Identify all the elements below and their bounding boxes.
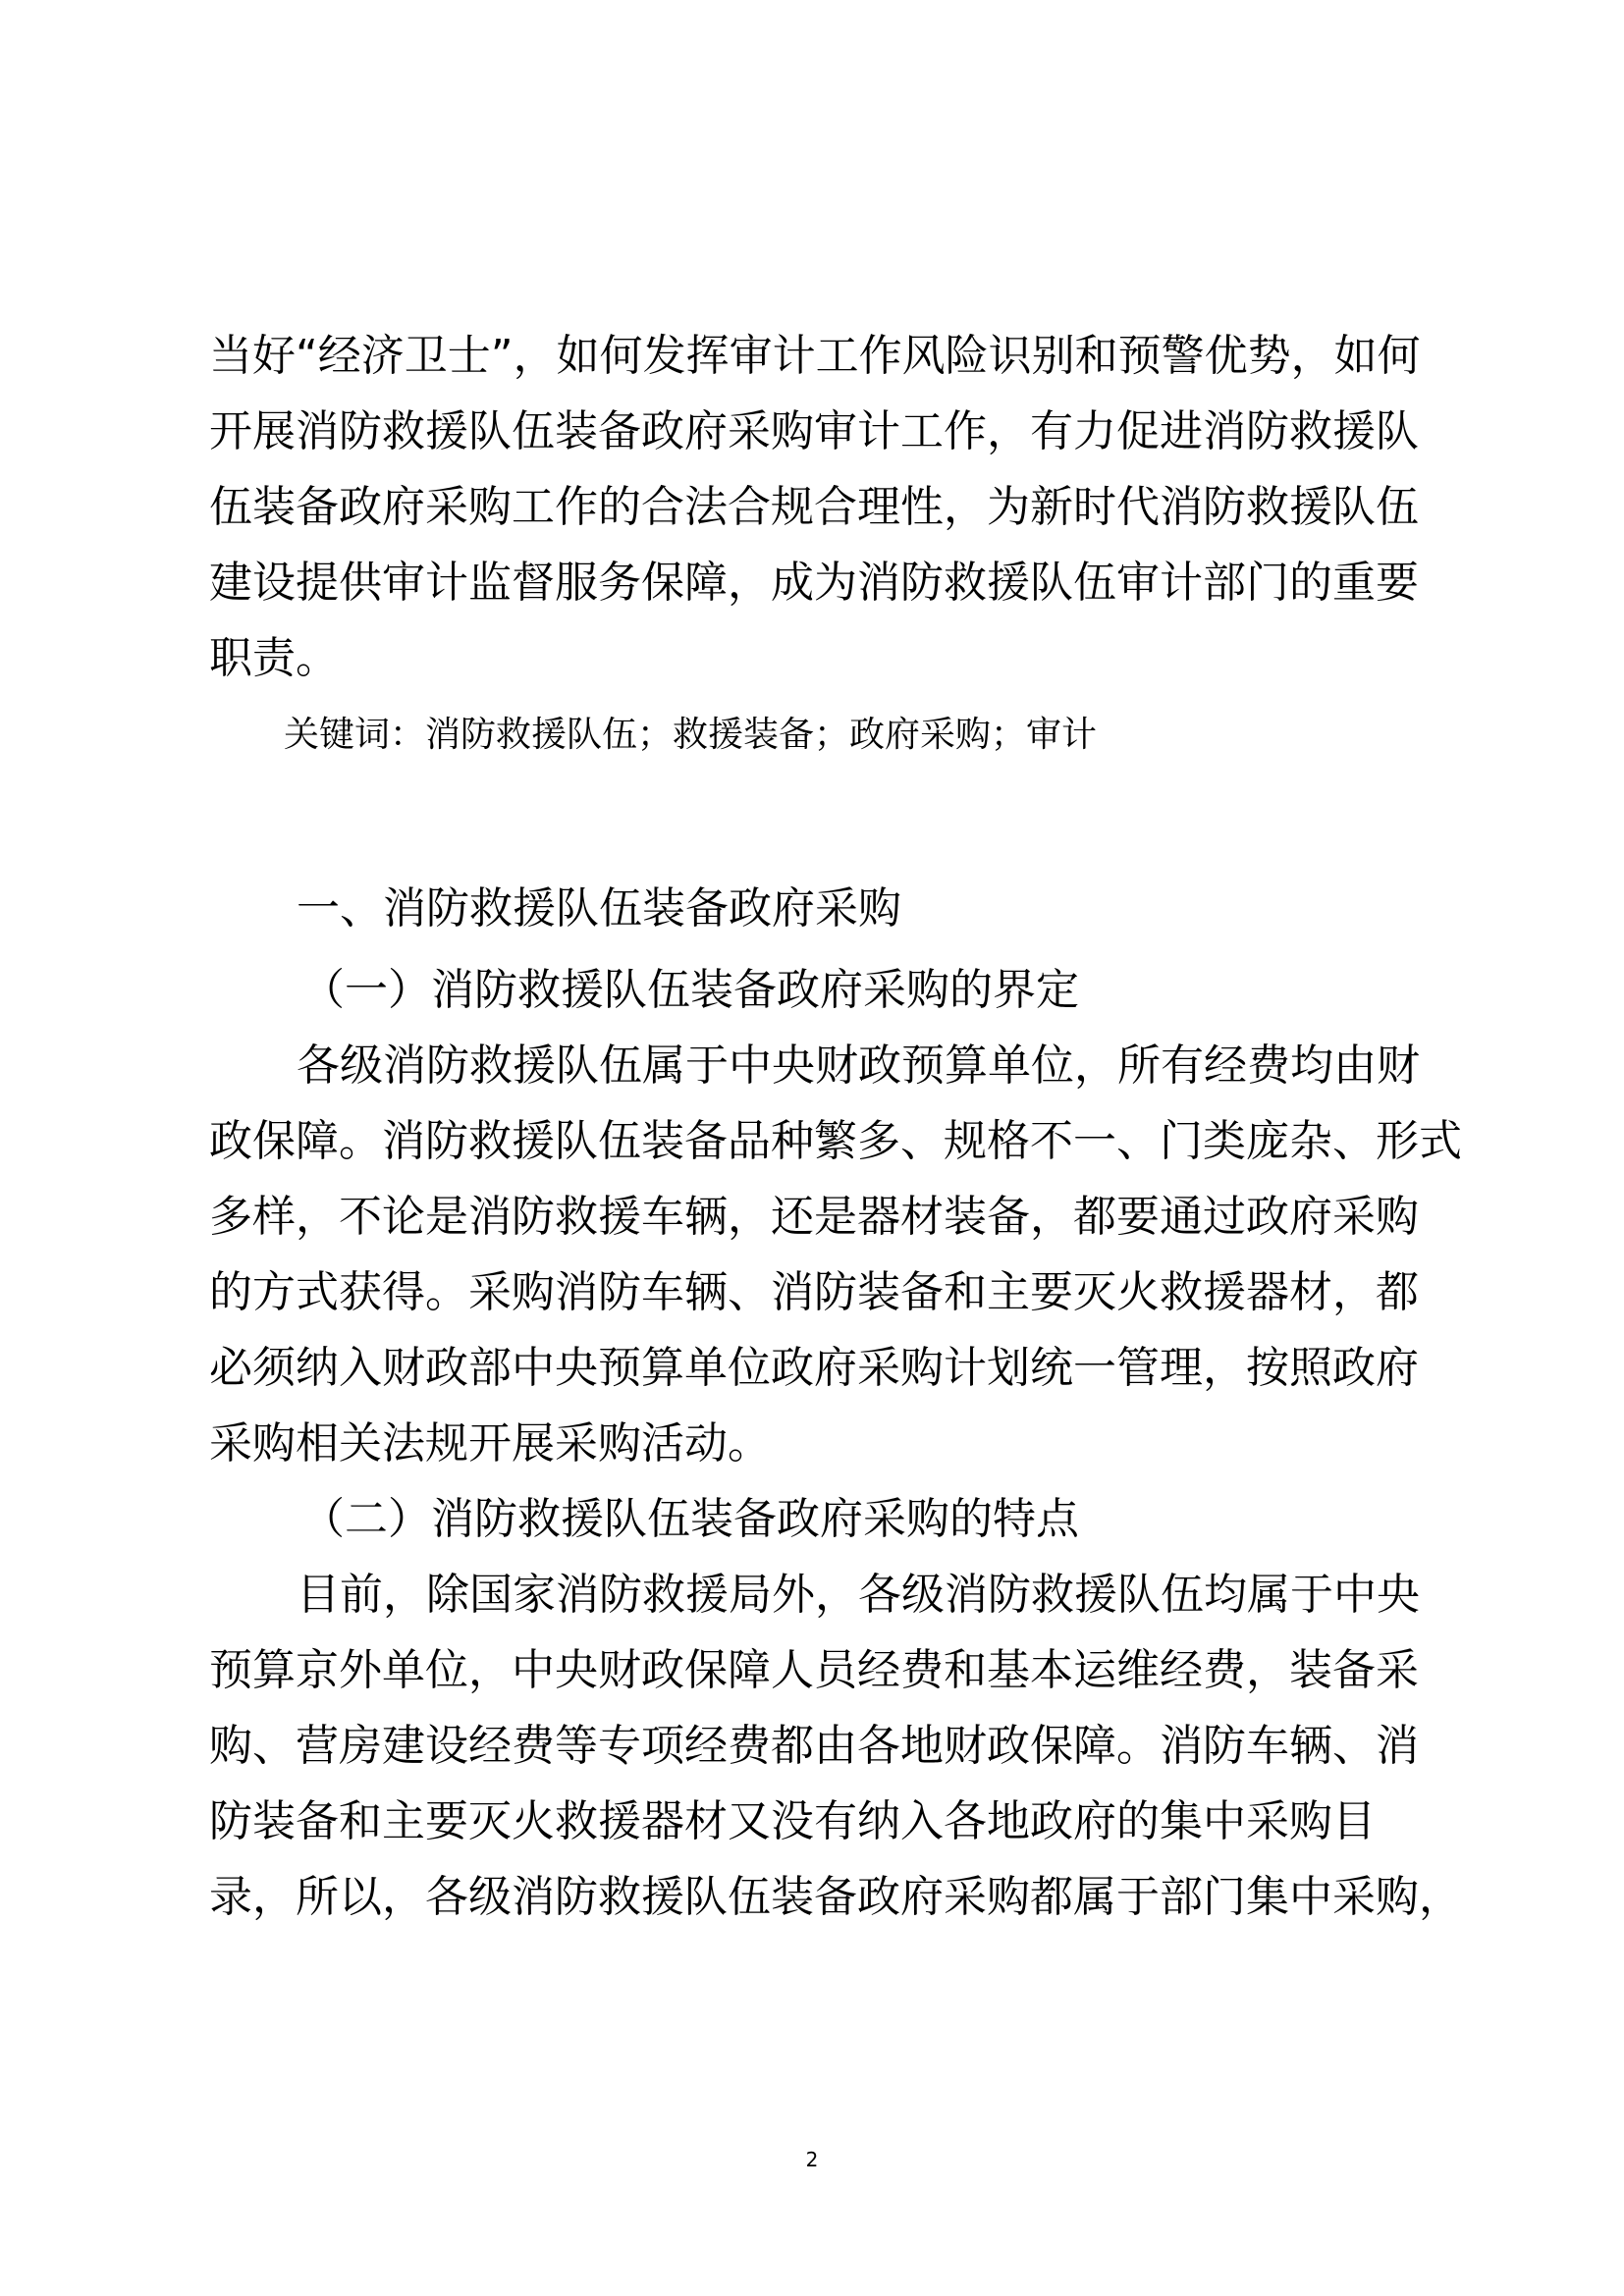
paragraph-line: 目前，除国家消防救援局外，各级消防救援队伍均属于中央: [297, 1570, 1420, 1620]
abstract-line: 伍装备政府采购工作的合法合规合理性，为新时代消防救援队伍: [209, 482, 1419, 532]
abstract-line: 职责。: [209, 633, 339, 683]
keywords: 关键词：消防救援队伍；救援装备；政府采购；审计: [284, 715, 1098, 755]
paragraph-line: 购、营房建设经费等专项经费都由各地财政保障。消防车辆、消: [209, 1721, 1419, 1771]
paragraph-line: 采购相关法规开展采购活动。: [209, 1418, 771, 1468]
paragraph-line: 防装备和主要灭火救援器材又没有纳入各地政府的集中采购目: [209, 1796, 1376, 1846]
paragraph-line: 的方式获得。采购消防车辆、消防装备和主要灭火救援器材，都: [209, 1267, 1419, 1317]
paragraph-line: 各级消防救援队伍属于中央财政预算单位，所有经费均由财: [297, 1041, 1420, 1091]
abstract-line: 建设提供审计监督服务保障，成为消防救援队伍审计部门的重要: [209, 558, 1419, 608]
subsection-heading: （一）消防救援队伍装备政府采购的界定: [301, 965, 1079, 1015]
abstract-line: 开展消防救援队伍装备政府采购审计工作，有力促进消防救援队: [209, 406, 1419, 456]
paragraph-line: 预算京外单位，中央财政保障人员经费和基本运维经费，装备采: [209, 1645, 1419, 1695]
paragraph-line: 政保障。消防救援队伍装备品种繁多、规格不一、门类庞杂、形式: [209, 1116, 1462, 1166]
abstract-line: 当好“经济卫士”，如何发挥审计工作风险识别和预警优势，如何: [209, 331, 1421, 381]
paragraph-line: 必须纳入财政部中央预算单位政府采购计划统一管理，按照政府: [209, 1343, 1419, 1393]
paragraph-line: 录，所以，各级消防救援队伍装备政府采购都属于部门集中采购，: [209, 1872, 1462, 1922]
subsection-heading: （二）消防救援队伍装备政府采购的特点: [301, 1494, 1079, 1544]
paragraph-line: 多样，不论是消防救援车辆，还是器材装备，都要通过政府采购: [209, 1192, 1419, 1242]
section-heading: 一、消防救援队伍装备政府采购: [297, 883, 901, 934]
page-number: 2: [805, 2148, 819, 2171]
